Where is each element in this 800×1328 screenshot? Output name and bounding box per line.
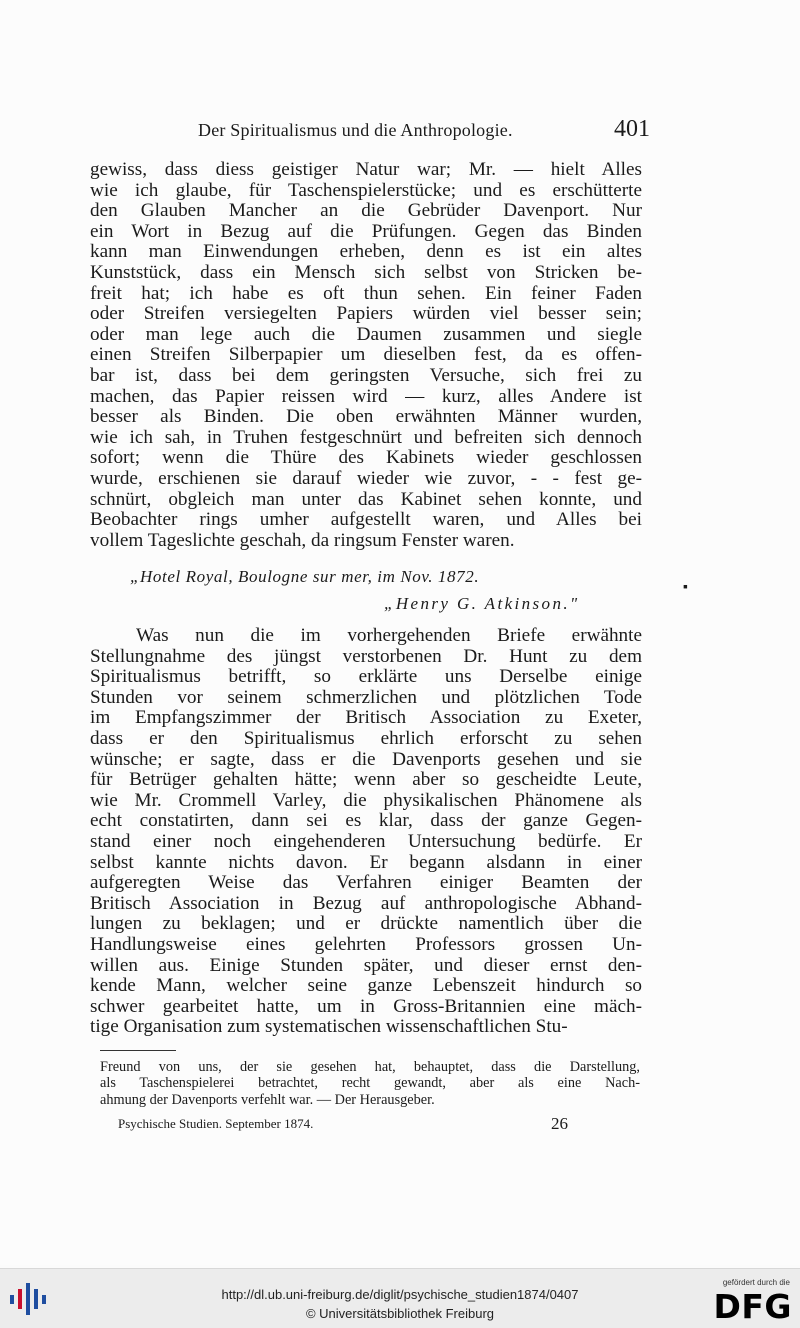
text-line: Stunden vor seinem schmerzlichen und plötzlichen Tode	[90, 686, 642, 708]
dfg-logo	[706, 1278, 792, 1326]
text-line: Britisch Association in Bezug auf anthropologische Abhand-	[90, 892, 642, 914]
text-line: machen, das Papier reissen wird — kurz, alles Andere ist	[90, 385, 642, 407]
text-line: lungen zu beklagen; und er drückte namentlich über die	[90, 913, 642, 935]
copyright: © Universitätsbibliothek Freiburg	[305, 1306, 495, 1321]
text-line: wie ich sah, in Truhen festgeschnürt und befreiten sich dennoch	[90, 426, 642, 448]
text-line: Was nun die im vorhergehenden Briefe erwähnte	[136, 625, 642, 646]
text-line: schnürt, obgleich man unter das Kabinet sehen konnte, und	[90, 488, 642, 510]
text-line: selbst kannte nichts davon. Er begann alsdann in einer	[90, 851, 642, 873]
text-line: wünsche; er sagte, dass er die Davenports gesehen und sie	[90, 748, 642, 770]
journal-title: Psychische Studien. September 1874.	[118, 1116, 314, 1131]
text-line: dass er den Spiritualismus ehrlich erforscht zu sehen	[90, 727, 642, 749]
text-line: Kunststück, dass ein Mensch sich selbst von Stricken be-	[90, 261, 642, 283]
text-line: echt constatirten, dann sei es klar, dass der ganze Gegen-	[90, 810, 642, 832]
letter-place-date: „Hotel Royal, Boulogne sur mer, im Nov. 1872.	[130, 567, 480, 586]
text-line: wie ich glaube, für Taschenspielerstücke; und es erschütterte	[90, 179, 642, 201]
text-line: kende Mann, welcher seine ganze Lebenszeit hindurch so	[90, 975, 642, 997]
text-line: sofort; wenn die Thüre des Kabinets wieder geschlossen	[90, 447, 642, 469]
dfg-caption: gefördert durch die	[722, 1278, 790, 1287]
text-line: vollem Tageslichte geschah, da ringsum Fenster waren.	[90, 529, 515, 551]
dfg-wordmark: DFG	[713, 1287, 792, 1326]
viewer-footer-bar	[0, 1268, 800, 1328]
paragraph-1	[90, 160, 642, 551]
text-line: Beobachter rings umher aufgestellt waren, und Alles bei	[90, 509, 642, 531]
text-line: als Taschenspielerei betrachtet, recht gewandt, aber als eine Nach-	[100, 1075, 640, 1092]
letter-author: „Henry G. Atkinson."	[384, 594, 580, 613]
text-line: Handlungsweise eines gelehrten Professors grossen Un-	[90, 933, 642, 955]
text-line: stand einer noch eingehenderen Untersuchung bedürfe. Er	[90, 830, 642, 852]
text-line: besser als Binden. Die oben erwähnten Männer wurden,	[90, 406, 642, 428]
running-header	[90, 118, 650, 148]
text-line: Freund von uns, der sie gesehen hat, behauptet, dass die Darstellung,	[100, 1059, 640, 1075]
text-line: einen Streifen Silberpapier um dieselben fest, da es offen-	[90, 344, 642, 366]
text-line: wie Mr. Crommell Varley, die physikalischen Phänomene als	[90, 789, 642, 811]
text-line: Stellungnahme des jüngst verstorbenen Dr. Hunt zu dem	[90, 645, 642, 667]
text-line: bar ist, dass bei dem geringsten Versuche, sich frei zu	[90, 364, 642, 386]
text-line: schwer gearbeitet hatte, um in Gross-Britannien eine mäch-	[90, 995, 642, 1017]
signature-mark: 26	[551, 1114, 568, 1133]
footnote-rule	[100, 1050, 176, 1051]
text-line: ahmung der Davenports verfehlt war. — Der Herausgeber.	[100, 1091, 435, 1108]
text-line: oder man lege auch die Daumen zusammen und siegle	[90, 323, 642, 345]
ink-mark: ▪	[683, 580, 688, 595]
text-line: aufgeregten Weise das Verfahren einiger Beamten der	[90, 872, 642, 894]
footnote	[100, 1059, 640, 1108]
text-line: tige Organisation zum systematischen wissenschaftlichen Stu-	[90, 1016, 568, 1038]
text-line: oder Streifen versiegelten Papiers würden viel besser sein;	[90, 303, 642, 325]
text-line: im Empfangszimmer der Britisch Association zu Exeter,	[90, 707, 642, 729]
page-number: 401	[614, 116, 650, 142]
running-title: Der Spiritualismus und die Anthropologie.	[198, 120, 513, 140]
text-line: wurde, erschienen sie darauf wieder wie zuvor, - - fest ge-	[90, 467, 642, 489]
text-line: ein Wort in Bezug auf die Prüfungen. Gegen das Binden	[90, 220, 642, 242]
text-line: Spiritualismus betrifft, so erklärte uns Derselbe einige	[90, 666, 642, 688]
paragraph-2	[90, 626, 642, 1038]
text-line: kann man Einwendungen erheben, denn es ist ein altes	[90, 241, 642, 263]
permalink[interactable]: http://dl.ub.uni-freiburg.de/diglit/psychische_studien1874/0407	[221, 1287, 579, 1302]
text-line: für Betrüger gehalten hätte; wenn aber so gescheidte Leute,	[90, 769, 642, 791]
text-line: gewiss, dass diess geistiger Natur war; Mr. — hielt Alles	[90, 159, 642, 180]
text-line: freit hat; ich habe es oft thun sehen. Ein feiner Faden	[90, 282, 642, 304]
text-line: den Glauben Mancher an die Gebrüder Davenport. Nur	[90, 200, 642, 222]
text-line: willen aus. Einige Stunden später, und dieser ernst den-	[90, 954, 642, 976]
